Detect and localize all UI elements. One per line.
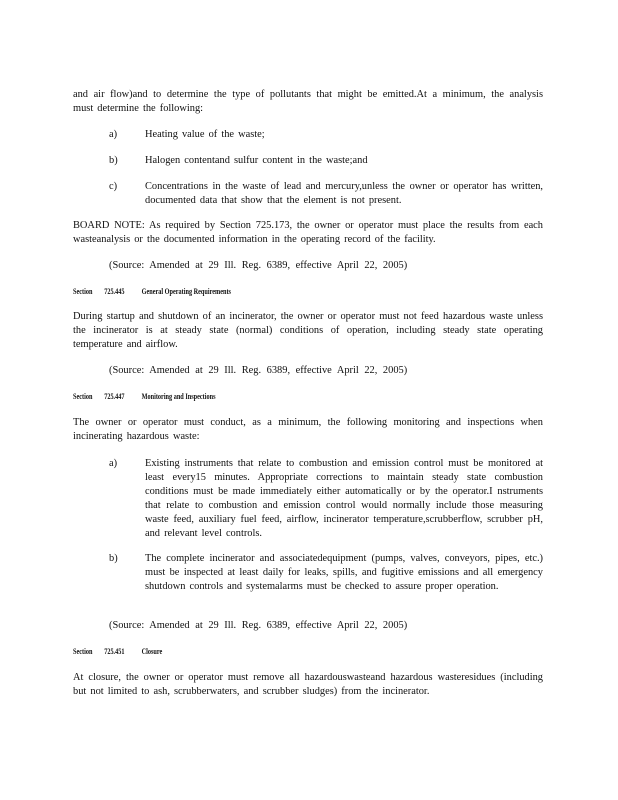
source-note: (Source: Amended at 29 Ill. Reg. 6389, effective April 22, 2005): [109, 260, 408, 271]
list-item-text: The complete incinerator and associatedequipment (pumps, valves, conveyors, pipes, etc.) must be inspected at least daily for leaks, spills, and fugitive emissions and all emergency shutdown controls and systemalarms must be checked to assure proper operation.: [145, 553, 543, 592]
section-label: Section: [73, 287, 93, 296]
list-item-text: Existing instruments that relate to combustion and emission control must be monitored at least every15 minutes. Appropriate corrections to maintain steady state combustion conditions must be made immediately either automatically or by the operator.I nstruments that relate to combustion and emission control would normally include those measuring waste feed, auxiliary fuel feed, airflow, incinerator temperature,scrubberflow, scrubber pH, and relevant level controls.: [145, 458, 543, 539]
section-heading: [73, 646, 440, 658]
board-note: BOARD NOTE: As required by Section 725.173, the owner or operator must place the results from each wasteanalysis or the documented information in the operating record of the facility.: [73, 220, 543, 245]
section-heading: [73, 286, 440, 298]
section-number: 725.445: [104, 287, 125, 296]
list-item-letter: a): [109, 129, 118, 140]
list-item-letter: a): [109, 458, 118, 469]
source-note: (Source: Amended at 29 Ill. Reg. 6389, effective April 22, 2005): [109, 620, 408, 631]
section-heading: [73, 391, 440, 403]
section-label: Section: [73, 647, 93, 656]
closure-paragraph: At closure, the owner or operator must remove all hazardouswasteand hazardous wasteresidues (including but not limited to ash, scrubberwaters, and scrubber sludges) from the incinerator.: [73, 672, 543, 697]
list-item-text: Halogen contentand sulfur content in the waste;and: [145, 155, 368, 166]
list-item-text: Heating value of the waste;: [145, 129, 265, 140]
section-title: Monitoring and Inspections: [141, 392, 216, 401]
section-number: 725.447: [104, 392, 125, 401]
intro-paragraph: and air flow)and to determine the type of pollutants that might be emitted.At a minimum, the analysis must determine the following:: [73, 89, 543, 114]
list-item-letter: c): [109, 181, 118, 192]
section-title: General Operating Requirements: [141, 287, 231, 296]
section-number: 725.451: [104, 647, 125, 656]
source-note: (Source: Amended at 29 Ill. Reg. 6389, effective April 22, 2005): [109, 365, 408, 376]
monitoring-intro-paragraph: The owner or operator must conduct, as a minimum, the following monitoring and inspections when incinerating hazardous waste:: [73, 417, 543, 442]
general-operating-paragraph: During startup and shutdown of an incinerator, the owner or operator must not feed hazardous waste unless the incinerator is at steady state (normal) conditions of operation, including steady state operating temperature and airflow.: [73, 311, 543, 350]
list-item-text: Concentrations in the waste of lead and mercury,unless the owner or operator has written, documented data that show that the element is not present.: [145, 181, 543, 206]
section-label: Section: [73, 392, 93, 401]
list-item-letter: b): [109, 155, 118, 166]
section-title: Closure: [141, 647, 163, 656]
list-item-letter: b): [109, 553, 118, 564]
